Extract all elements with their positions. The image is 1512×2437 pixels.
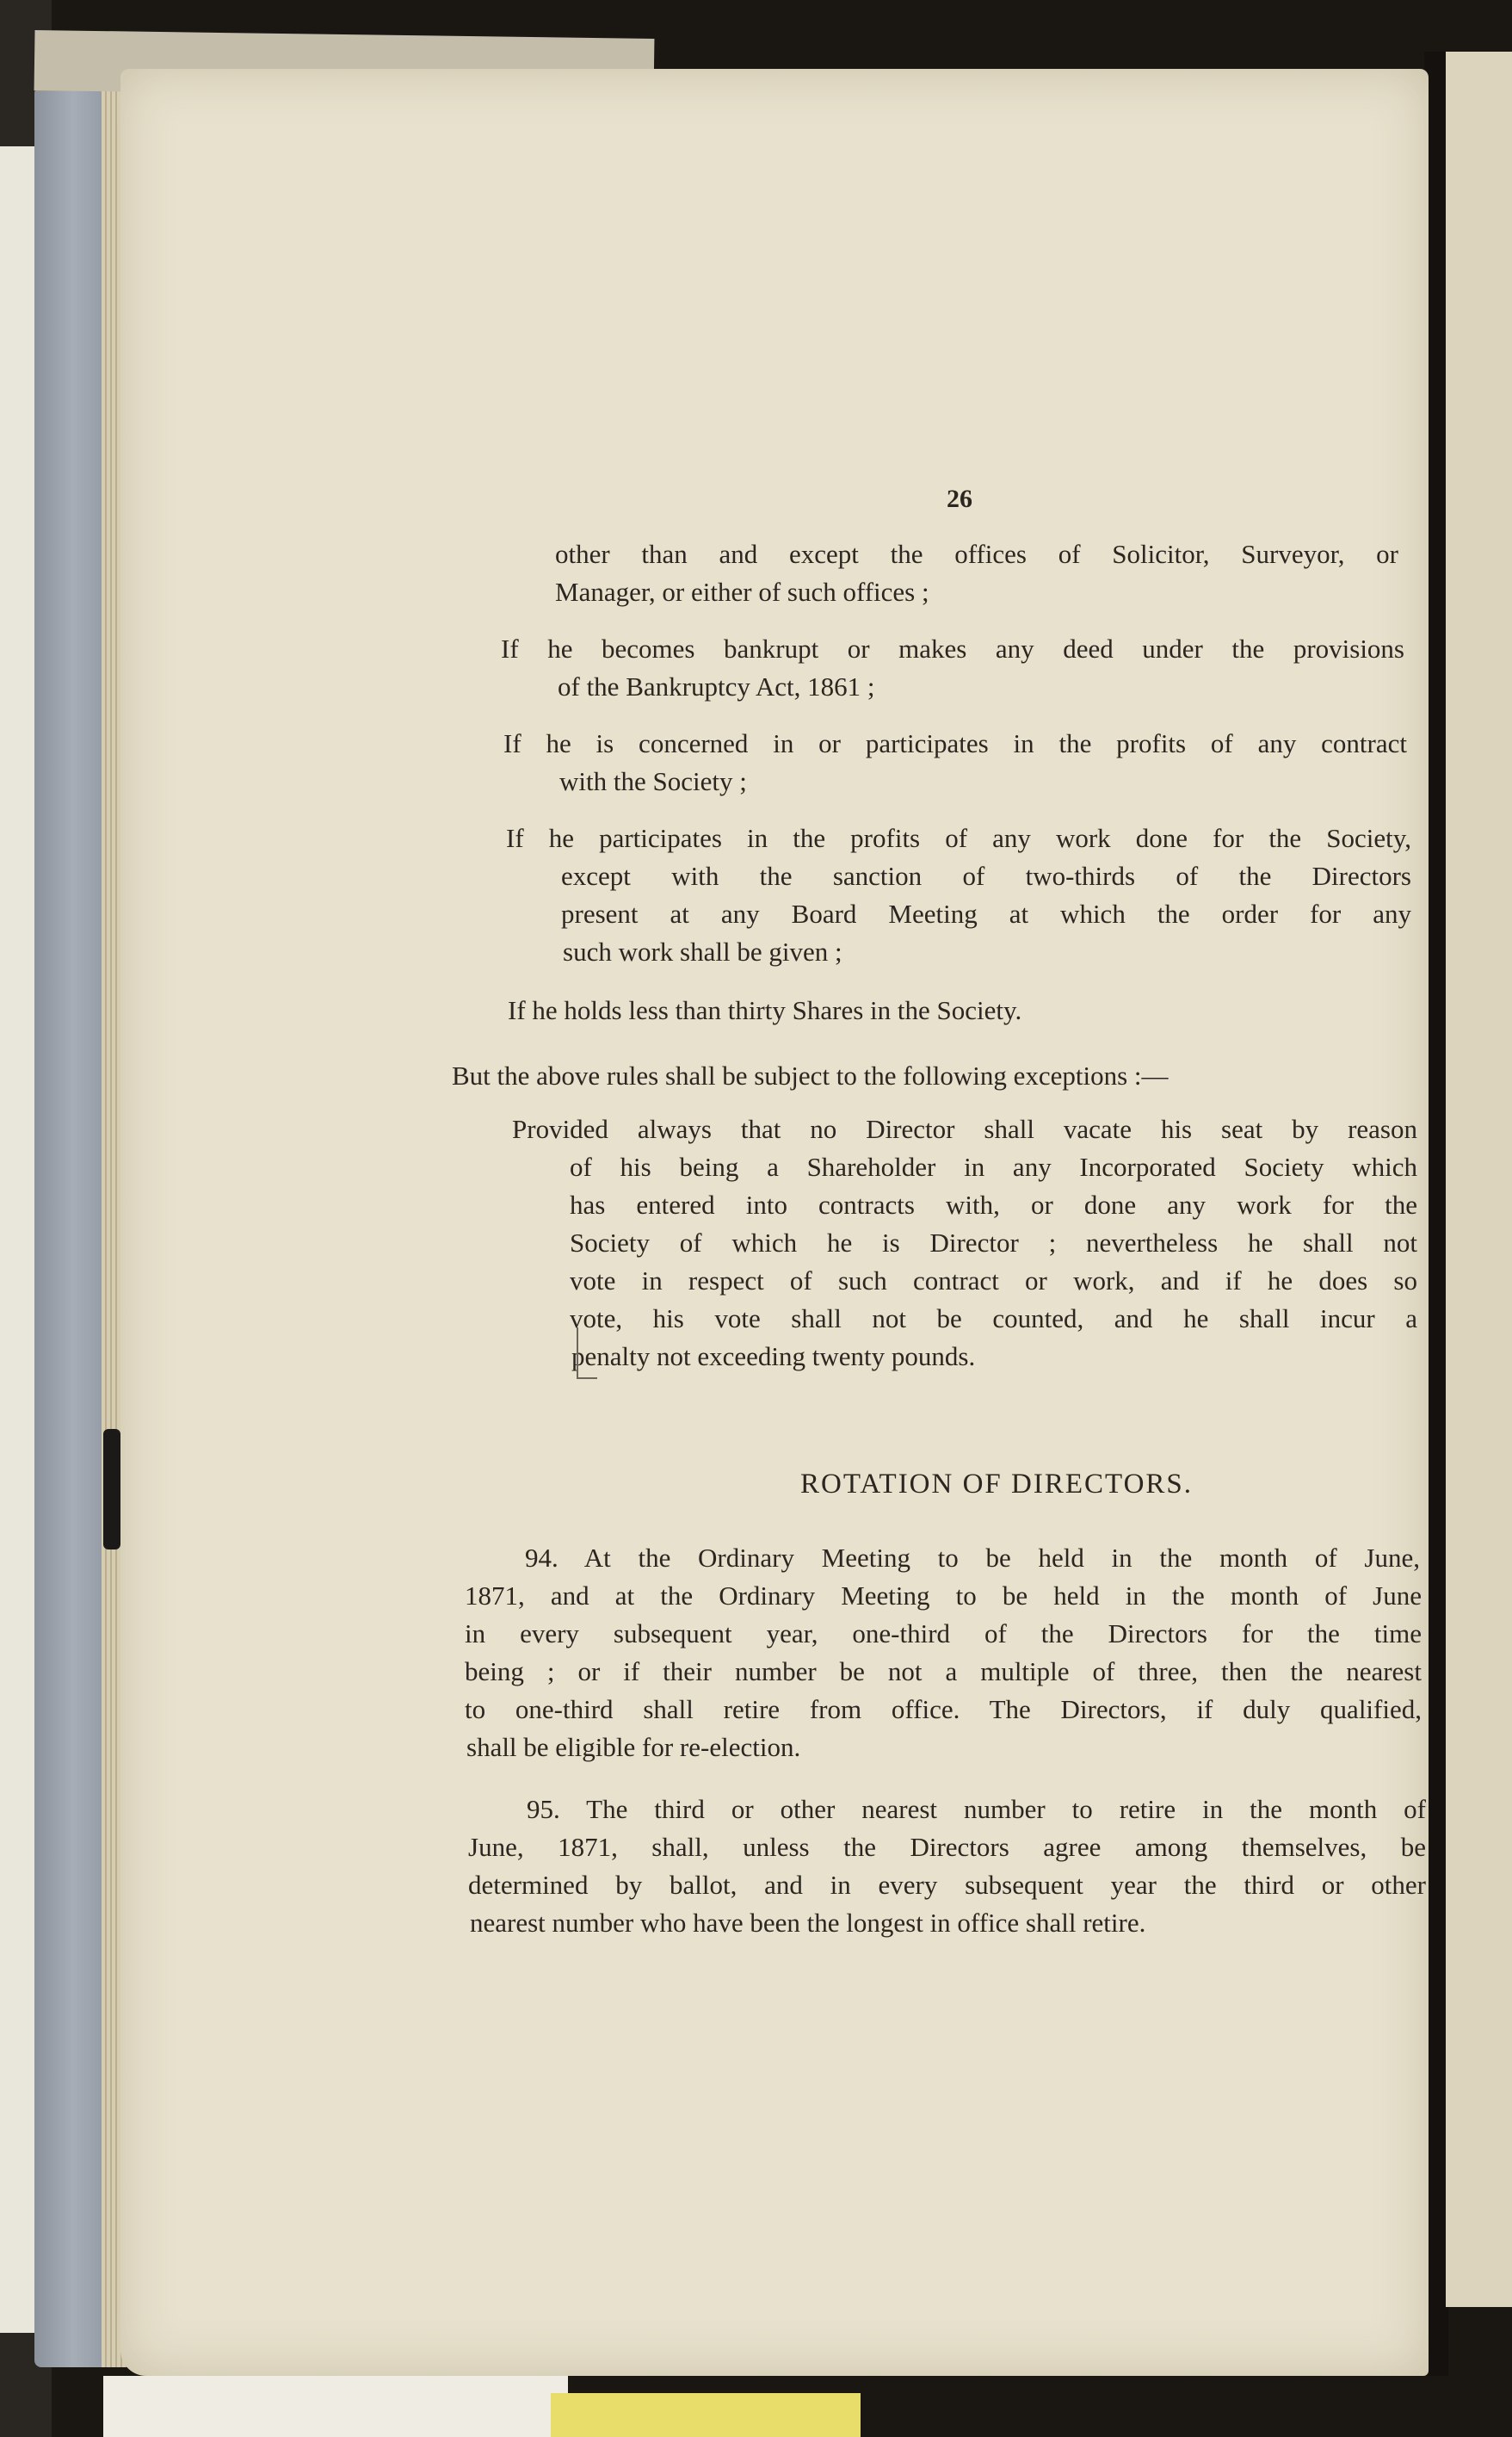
proviso-first (512, 1110, 1417, 1148)
text-line: If he is concerned in or participates in the profits of any contract (503, 728, 1407, 758)
text-line: vote in respect of such contract or work, and if he does so (570, 1265, 1417, 1296)
paragraph-95-body (468, 1828, 1426, 1904)
exceptions-intro: But the above rules shall be subject to the following exceptions :— (452, 1061, 1169, 1091)
text-line: June, 1871, shall, unless the Directors agree among themselves, be (468, 1832, 1426, 1862)
text-line: If he participates in the profits of any work done for the Society, (506, 823, 1411, 853)
text-line: If he becomes bankrupt or makes any deed under the provisions (501, 634, 1404, 664)
text-line: of the Bankruptcy Act, 1861 ; (558, 671, 875, 702)
text-line: nearest number who have been the longest in office shall retire. (470, 1908, 1146, 1938)
facing-page-edge (1446, 52, 1512, 2307)
book-page (120, 69, 1429, 2376)
clause-work-cont (561, 857, 1411, 933)
yellow-note-strip (551, 2393, 861, 2437)
text-line: 95. The third or other nearest number to retire in the month of (527, 1794, 1426, 1824)
paragraph-94-first (525, 1539, 1420, 1577)
clause-work (506, 820, 1411, 857)
text-line: Provided always that no Director shall vacate his seat by reason (512, 1114, 1417, 1144)
text-line: determined by ballot, and in every subsequent year the third or other (468, 1870, 1426, 1900)
proviso-body (570, 1148, 1417, 1338)
text-line: 1871, and at the Ordinary Meeting to be held in the month of June (465, 1580, 1422, 1611)
spine-tear (103, 1429, 120, 1549)
text-line: 94. At the Ordinary Meeting to be held in the month of June, (525, 1543, 1420, 1573)
text-line: present at any Board Meeting at which the order for any (561, 899, 1411, 929)
clause-bankrupt (501, 630, 1404, 668)
paragraph-95-first (527, 1791, 1426, 1828)
clause-shares: If he holds less than thirty Shares in the Society. (508, 995, 1022, 1025)
section-heading: ROTATION OF DIRECTORS. (800, 1469, 1194, 1500)
text-line: has entered into contracts with, or done any work for the (570, 1190, 1417, 1220)
text-line: penalty not exceeding twenty pounds. (571, 1341, 976, 1371)
text-line: such work shall be given ; (563, 937, 842, 967)
paragraph-94-body (465, 1577, 1422, 1729)
text-line: shall be eligible for re-election. (466, 1732, 801, 1762)
text-line: Society of which he is Director ; nevertheless he shall not (570, 1228, 1417, 1258)
text-line: to one-third shall retire from office. The Directors, if duly qualified, (465, 1694, 1422, 1724)
text-line: in every subsequent year, one-third of the Directors for the time (465, 1618, 1422, 1648)
clause-continuation (555, 535, 1398, 573)
text-line: vote, his vote shall not be counted, and he shall incur a (570, 1303, 1417, 1333)
text-line: except with the sanction of two-thirds of the Directors (561, 861, 1411, 891)
text-line: being ; or if their number be not a multiple of three, then the nearest (465, 1656, 1422, 1686)
page-number: 26 (947, 485, 972, 513)
page-content (120, 69, 1429, 2376)
clause-contract (503, 725, 1407, 763)
text-line: other than and except the offices of Solicitor, Surveyor, or (555, 539, 1398, 569)
margin-bracket-mark (577, 1327, 597, 1379)
bottom-sheet (103, 2376, 568, 2437)
text-line: Manager, or either of such offices ; (555, 577, 929, 607)
text-line: with the Society ; (559, 766, 747, 796)
text-line: of his being a Shareholder in any Incorporated Society which (570, 1152, 1417, 1182)
